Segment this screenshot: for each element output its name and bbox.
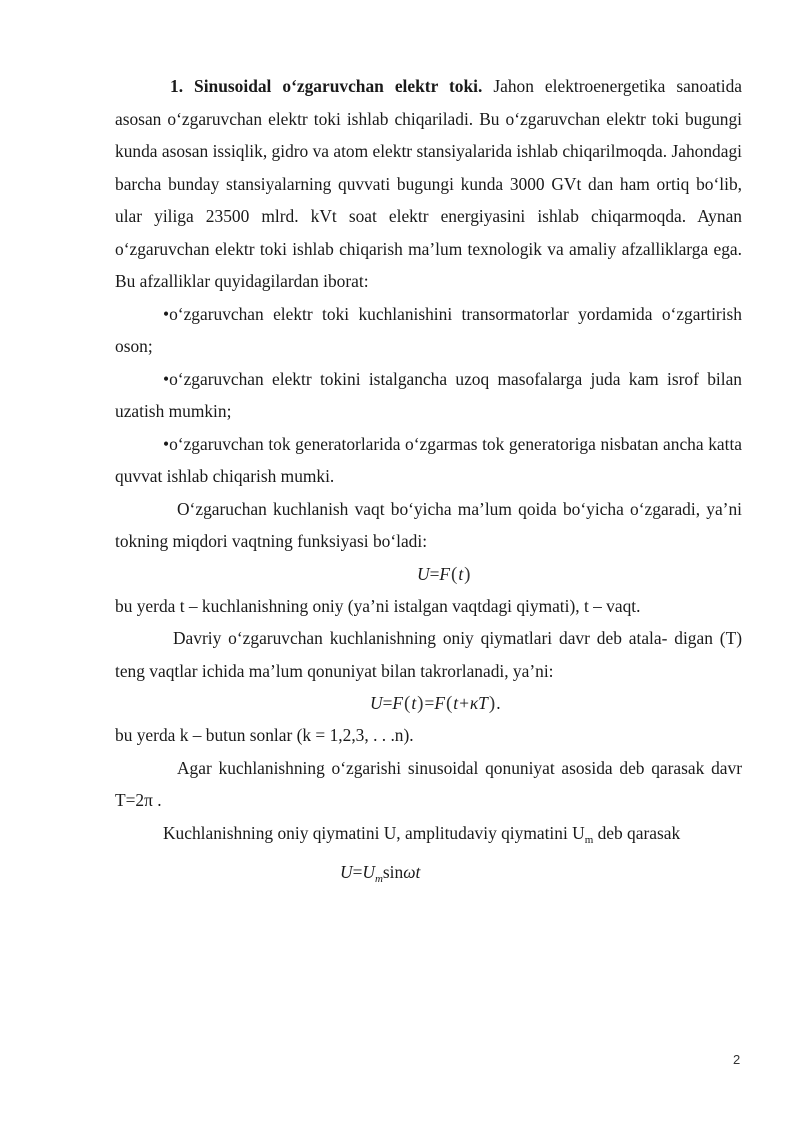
formula-u-equals-f-t: U=F(t) <box>417 563 471 585</box>
formula-symbol: ωt <box>403 862 421 882</box>
bullet-item: •o‘zgaruvchan elektr tokini istalgancha uzoq masofalarga juda kam isrof bilan uzatish mumkin; <box>115 368 742 421</box>
formula-operator: = <box>352 862 363 882</box>
formula-operator: = <box>424 693 435 713</box>
formula-periodic: U=F(t)=F(t+κT). <box>370 693 501 714</box>
sinus-paragraph: Agar kuchlanishning o‘zgarishi sinusoidal qonuniyat asosida deb qarasak davr T=2π . <box>115 757 742 810</box>
subscript: m <box>374 873 383 885</box>
formula-symbol: U <box>370 693 383 713</box>
amplitude-text: Kuchlanishning oniy qiymatini U, amplitudaviy qiymatini U <box>163 822 585 843</box>
document-page <box>115 70 742 888</box>
formula-symbol: t <box>411 693 417 713</box>
formula-operator: = <box>382 693 393 713</box>
formula-symbol: t <box>458 563 464 584</box>
amplitude-text-end: deb qarasak <box>593 822 681 843</box>
formula-symbol: F <box>392 693 403 713</box>
formula-operator: = <box>429 563 440 584</box>
bullet-item: •o‘zgaruvchan elektr toki kuchlanishini transormatorlar yordamida o‘zgartirish oson; <box>115 303 742 356</box>
formula-function: sin <box>382 862 404 882</box>
intro-paragraph <box>115 70 742 298</box>
formula-operator: . <box>496 693 501 713</box>
note-paragraph: bu yerda t – kuchlanishning oniy (ya’ni istalgan vaqtdagi qiymati), t – vaqt. <box>115 595 641 616</box>
formula-symbol: F <box>439 563 450 584</box>
formula-symbol: U <box>340 862 353 882</box>
subscript: m <box>584 833 594 846</box>
formula-symbol: t+κT <box>453 693 488 713</box>
formula-sinusoid <box>115 856 742 888</box>
formula-symbol: F <box>434 693 445 713</box>
function-paragraph: O‘zgaruchan kuchlanish vaqt bo‘yicha ma’lum qoida bo‘yicha o‘zgaradi, ya’ni tokning miqdori vaqtning funksiyasi bo‘ladi: <box>115 498 742 551</box>
formula-symbol: U <box>362 862 375 882</box>
period-paragraph: Davriy o‘zgaruvchan kuchlanishning oniy qiymatlari davr deb atala- digan (T) teng vaqtlar ichida ma’lum qonuniyat bilan takrorlanadi, ya’ni: <box>115 628 742 681</box>
section-heading: 1. Sinusoidal o‘zgaruvchan elektr toki. <box>170 76 483 96</box>
intro-text: Jahon elektroenergetika sanoatida asosan o‘zgaruvchan elektr toki ishlab chiqariladi. Bu o‘zgaruvchan elektr toki bugungi kunda asosan issiqlik, gidro va atom elektr stansiyalarida ishlab chiqarilmoqda. Jahondagi barcha bunday stansiyalarning quvvati bugungi kunda 3000 GVt dan ham ortiq bo‘lib, ular yiliga 23500 mlrd. kVt soat elektr energiyasini ishlab chiqarmoqda. Aynan o‘zgaruvchan elektr toki ishlab chiqarish ma’lum texnologik va amaliy afzalliklarga ega. Bu afzalliklar quyidagilardan iborat: <box>115 76 742 291</box>
amplitude-paragraph <box>115 817 742 857</box>
bullet-item: •o‘zgaruvchan tok generatorlarida o‘zgarmas tok generatoriga nisbatan ancha katta quvvat ishlab chiqarish mumki. <box>115 433 742 486</box>
formula-symbol: U <box>417 563 430 584</box>
page-number: 2 <box>733 1052 741 1067</box>
note-paragraph: bu yerda k – butun sonlar (k = 1,2,3, . . .n). <box>115 725 414 745</box>
